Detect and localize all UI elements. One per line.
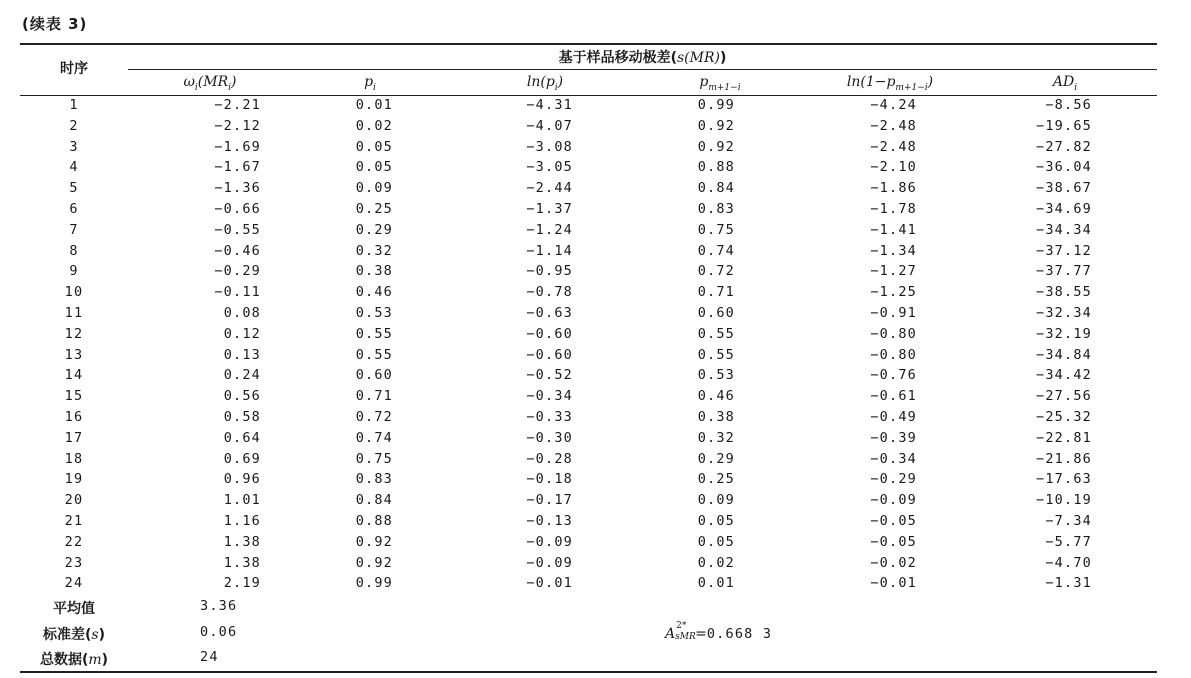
table-caption: (续表 3): [22, 15, 88, 33]
cell-time: 8: [69, 242, 79, 259]
group-rule: [128, 69, 1157, 70]
cell-ad: −27.82: [1036, 138, 1092, 155]
cell-p: 0.92: [355, 533, 393, 550]
mean-value: 3.36: [200, 598, 238, 614]
cell-omega: 0.56: [223, 388, 261, 405]
cell-ln-1-p: −0.80: [870, 325, 917, 342]
cell-omega: 1.38: [223, 554, 261, 571]
cell-omega: −2.21: [214, 97, 261, 113]
cell-omega: 1.16: [223, 513, 261, 529]
cell-ln-1-p: −0.34: [870, 450, 917, 467]
col-header-base: p: [364, 74, 374, 90]
col-header-sub: m+1−i: [895, 82, 928, 93]
cell-ad: −34.34: [1036, 221, 1092, 238]
cell-omega: −2.12: [214, 117, 261, 134]
cell-ln-1-p: −0.05: [870, 513, 917, 529]
cell-omega: −0.66: [214, 201, 261, 217]
cell-p: 0.83: [355, 471, 393, 488]
bottom-rule: [20, 671, 1157, 673]
cell-time: 24: [64, 575, 84, 592]
cell-p: 0.53: [355, 305, 393, 321]
cell-p: 0.55: [355, 325, 393, 342]
cell-ln-p: −0.60: [526, 325, 573, 342]
cell-ln-p: −1.37: [526, 201, 573, 217]
col-header-sub: i: [373, 82, 376, 93]
cell-omega: 0.24: [223, 367, 261, 384]
cell-p-m: 0.32: [697, 429, 735, 446]
cell-ad: −34.84: [1036, 346, 1092, 363]
cell-ln-p: −0.17: [526, 492, 573, 509]
col-header-sub: m+1−i: [708, 82, 741, 93]
cell-ln-p: −0.52: [526, 367, 573, 384]
cell-p-m: 0.60: [697, 305, 735, 321]
cell-ln-p: −3.05: [526, 159, 573, 176]
cell-ln-1-p: −0.01: [870, 575, 917, 592]
cell-p-m: 0.38: [697, 409, 735, 425]
col-header-ln-p: [500, 71, 590, 93]
cell-omega: 1.38: [223, 533, 261, 550]
cell-ad: −1.31: [1045, 575, 1092, 592]
statistic-sub: sMR: [675, 632, 696, 642]
table-row: [20, 553, 1157, 574]
cell-p: 0.38: [355, 263, 393, 280]
table-row: [20, 116, 1157, 137]
cell-time: 9: [69, 263, 79, 280]
cell-p-m: 0.46: [697, 388, 735, 405]
std-symbol: s: [91, 627, 99, 643]
cell-p-m: 0.02: [697, 554, 735, 571]
cell-ln-1-p: −2.48: [870, 117, 917, 134]
cell-ln-p: −0.78: [526, 284, 573, 301]
col-header-tail: ): [231, 74, 237, 90]
cell-ad: −10.19: [1036, 492, 1092, 509]
count-label: [20, 649, 128, 669]
col-header-base: AD: [1052, 74, 1075, 90]
table-row: [20, 469, 1157, 490]
col-header-base: p: [699, 74, 709, 90]
cell-omega: −0.29: [214, 263, 261, 280]
cell-ln-p: −0.33: [526, 409, 573, 425]
cell-p: 0.88: [355, 513, 393, 529]
table-row: [20, 573, 1157, 594]
col-header-sub: i: [554, 82, 558, 93]
cell-time: 17: [64, 429, 84, 446]
cell-ln-1-p: −0.02: [870, 554, 917, 571]
cell-ln-1-p: −2.10: [870, 159, 917, 176]
count-label-text: 总数据(: [39, 652, 89, 668]
cell-p: 0.75: [355, 450, 393, 467]
cell-time: 13: [64, 346, 84, 363]
table-row: [20, 365, 1157, 386]
table-row: [20, 407, 1157, 428]
cell-omega: −0.55: [214, 221, 261, 238]
cell-time: 6: [69, 201, 79, 217]
col-header-base: ln(p: [526, 74, 555, 90]
header-group-prefix: 基于样品移动极差(: [558, 50, 677, 66]
cell-ln-p: −0.09: [526, 554, 573, 571]
header-group: [128, 47, 1157, 67]
cell-ln-p: −4.31: [526, 97, 573, 113]
cell-omega: −0.11: [214, 284, 261, 301]
cell-p: 0.46: [355, 284, 393, 301]
table-row: [20, 345, 1157, 366]
header-group-suffix: ): [719, 50, 727, 66]
cell-time: 2: [69, 117, 79, 134]
col-header-omega: [170, 71, 250, 93]
statistic-scripts: [675, 621, 696, 644]
header-group-symbol: s(MR): [677, 50, 720, 66]
cell-time: 4: [69, 159, 79, 176]
table-row: [20, 137, 1157, 158]
table-row: [20, 199, 1157, 220]
table-row: [20, 282, 1157, 303]
std-close: ): [98, 627, 105, 643]
cell-time: 3: [69, 138, 79, 155]
cell-ln-1-p: −1.25: [870, 284, 917, 301]
cell-ad: −7.34: [1045, 513, 1092, 529]
table-row: [20, 157, 1157, 178]
col-header-sub: i: [1074, 82, 1078, 93]
cell-p-m: 0.75: [697, 221, 735, 238]
cell-p-m: 0.55: [697, 325, 735, 342]
table-row: [20, 386, 1157, 407]
cell-ln-1-p: −0.05: [870, 533, 917, 550]
cell-ln-1-p: −0.49: [870, 409, 917, 425]
cell-omega: 0.64: [223, 429, 261, 446]
cell-time: 14: [64, 367, 84, 384]
table-row: [20, 490, 1157, 511]
cell-time: 19: [64, 471, 84, 488]
cell-p-m: 0.92: [697, 138, 735, 155]
cell-time: 7: [69, 221, 79, 238]
cell-p-m: 0.88: [697, 159, 735, 176]
table-row: [20, 324, 1157, 345]
cell-time: 5: [69, 180, 79, 197]
col-header-rest: (MR: [197, 74, 229, 90]
cell-time: 21: [64, 513, 84, 529]
cell-p: 0.02: [355, 117, 393, 134]
cell-ad: −36.04: [1036, 159, 1092, 176]
cell-ln-p: −4.07: [526, 117, 573, 134]
cell-p-m: 0.09: [697, 492, 735, 509]
cell-omega: 0.58: [223, 409, 261, 425]
col-header-sub: i: [194, 82, 198, 93]
table-row: [20, 428, 1157, 449]
std-label: [20, 624, 128, 644]
table-row: [20, 532, 1157, 553]
cell-p-m: 0.05: [697, 513, 735, 529]
cell-time: 20: [64, 492, 84, 509]
count-value: 24: [200, 649, 219, 665]
cell-p: 0.05: [355, 159, 393, 176]
cell-p-m: 0.83: [697, 201, 735, 217]
cell-p-m: 0.71: [697, 284, 735, 301]
cell-ad: −19.65: [1036, 117, 1092, 134]
col-header-tail: ): [927, 74, 934, 90]
cell-p-m: 0.72: [697, 263, 735, 280]
statistic-sup: 2*: [676, 621, 687, 631]
cell-ln-1-p: −0.29: [870, 471, 917, 488]
cell-p: 0.92: [355, 554, 393, 571]
cell-ln-1-p: −0.39: [870, 429, 917, 446]
cell-p-m: 0.92: [697, 117, 735, 134]
cell-time: 10: [64, 284, 84, 301]
cell-omega: 0.69: [223, 450, 261, 467]
cell-time: 16: [64, 409, 84, 425]
table-row: [20, 220, 1157, 241]
cell-ad: −4.70: [1045, 554, 1092, 571]
cell-ln-1-p: −0.80: [870, 346, 917, 363]
cell-p: 0.84: [355, 492, 393, 509]
cell-ln-p: −0.13: [526, 513, 573, 529]
statistic-result: [665, 621, 773, 644]
cell-ln-p: −0.18: [526, 471, 573, 488]
table-row: [20, 511, 1157, 532]
col-header-rest-sub: i: [228, 82, 232, 93]
cell-ln-1-p: −2.48: [870, 138, 917, 155]
cell-p: 0.05: [355, 138, 393, 155]
cell-p-m: 0.25: [697, 471, 735, 488]
cell-ln-1-p: −1.86: [870, 180, 917, 197]
cell-p-m: 0.53: [697, 367, 735, 384]
cell-ad: −27.56: [1036, 388, 1092, 405]
cell-p-m: 0.99: [697, 97, 735, 113]
cell-ad: −22.81: [1036, 429, 1092, 446]
cell-ln-p: −0.30: [526, 429, 573, 446]
cell-ln-p: −0.09: [526, 533, 573, 550]
cell-ln-1-p: −0.76: [870, 367, 917, 384]
cell-omega: 2.19: [223, 575, 261, 592]
cell-ln-p: −0.60: [526, 346, 573, 363]
cell-p: 0.74: [355, 429, 393, 446]
cell-ad: −37.77: [1036, 263, 1092, 280]
cell-ln-p: −0.01: [526, 575, 573, 592]
cell-ad: −32.34: [1036, 305, 1092, 321]
cell-time: 15: [64, 388, 84, 405]
cell-p: 0.60: [355, 367, 393, 384]
cell-omega: 1.01: [223, 492, 261, 509]
cell-ln-p: −0.34: [526, 388, 573, 405]
cell-time: 18: [64, 450, 84, 467]
cell-p: 0.72: [355, 409, 393, 425]
cell-ln-1-p: −1.34: [870, 242, 917, 259]
cell-ln-p: −2.44: [526, 180, 573, 197]
cell-ln-1-p: −1.27: [870, 263, 917, 280]
table-row: [20, 449, 1157, 470]
table-row: [20, 241, 1157, 262]
col-header-base: ω: [183, 74, 195, 90]
header-time: 时序: [60, 61, 88, 77]
cell-ln-1-p: −0.61: [870, 388, 917, 405]
cell-p: 0.32: [355, 242, 393, 259]
cell-omega: 0.96: [223, 471, 261, 488]
table-row: [20, 261, 1157, 282]
cell-ln-p: −0.63: [526, 305, 573, 321]
col-header-ad: [1040, 71, 1090, 93]
cell-ln-1-p: −0.91: [870, 305, 917, 321]
cell-ln-p: −1.14: [526, 242, 573, 259]
count-close: ): [101, 652, 109, 668]
col-header-p: [350, 71, 390, 93]
cell-omega: −1.69: [214, 138, 261, 155]
cell-time: 1: [69, 97, 79, 113]
std-label-text: 标准差(: [43, 627, 92, 643]
cell-time: 22: [64, 533, 84, 550]
statistic-value: 0.668 3: [706, 626, 773, 642]
std-value: 0.06: [200, 624, 238, 640]
cell-time: 11: [64, 305, 84, 321]
cell-ln-1-p: −1.78: [870, 201, 917, 217]
cell-p: 0.01: [355, 97, 393, 113]
cell-time: 23: [64, 554, 84, 571]
statistic-eq: =: [695, 626, 707, 642]
cell-omega: 0.12: [223, 325, 261, 342]
cell-omega: −0.46: [214, 242, 261, 259]
cell-ln-1-p: −1.41: [870, 221, 917, 238]
top-rule: [20, 43, 1157, 45]
cell-ln-1-p: −4.24: [870, 97, 917, 113]
cell-ln-p: −0.28: [526, 450, 573, 467]
cell-p: 0.99: [355, 575, 393, 592]
col-header-ln-1-p: [820, 71, 960, 93]
cell-p: 0.25: [355, 201, 393, 217]
cell-omega: −1.67: [214, 159, 261, 176]
table-row: [20, 303, 1157, 324]
col-header-base: ln(1−p: [846, 74, 896, 90]
cell-p-m: 0.01: [697, 575, 735, 592]
cell-ad: −38.55: [1036, 284, 1092, 301]
table-row: [20, 95, 1157, 116]
cell-omega: 0.08: [223, 305, 261, 321]
cell-ln-p: −1.24: [526, 221, 573, 238]
cell-omega: 0.13: [223, 346, 261, 363]
cell-ad: −8.56: [1045, 97, 1092, 113]
cell-p: 0.55: [355, 346, 393, 363]
cell-ad: −34.69: [1036, 201, 1092, 217]
cell-p-m: 0.55: [697, 346, 735, 363]
cell-p: 0.29: [355, 221, 393, 238]
cell-ln-p: −0.95: [526, 263, 573, 280]
col-header-p-m: [675, 71, 765, 93]
cell-p-m: 0.74: [697, 242, 735, 259]
cell-p-m: 0.05: [697, 533, 735, 550]
cell-ad: −32.19: [1036, 325, 1092, 342]
cell-p-m: 0.84: [697, 180, 735, 197]
mean-label: 平均值: [53, 601, 95, 617]
cell-time: 12: [64, 325, 84, 342]
cell-omega: −1.36: [214, 180, 261, 197]
cell-ln-p: −3.08: [526, 138, 573, 155]
cell-ln-1-p: −0.09: [870, 492, 917, 509]
cell-ad: −21.86: [1036, 450, 1092, 467]
cell-p-m: 0.29: [697, 450, 735, 467]
cell-p: 0.09: [355, 180, 393, 197]
col-header-tail: ): [557, 74, 564, 90]
statistic-symbol: A: [665, 626, 676, 642]
cell-ad: −37.12: [1036, 242, 1092, 259]
cell-ad: −34.42: [1036, 367, 1092, 384]
cell-ad: −25.32: [1036, 409, 1092, 425]
cell-ad: −17.63: [1036, 471, 1092, 488]
table-row: [20, 178, 1157, 199]
cell-ad: −5.77: [1045, 533, 1092, 550]
cell-p: 0.71: [355, 388, 393, 405]
cell-ad: −38.67: [1036, 180, 1092, 197]
count-symbol: m: [88, 652, 102, 668]
